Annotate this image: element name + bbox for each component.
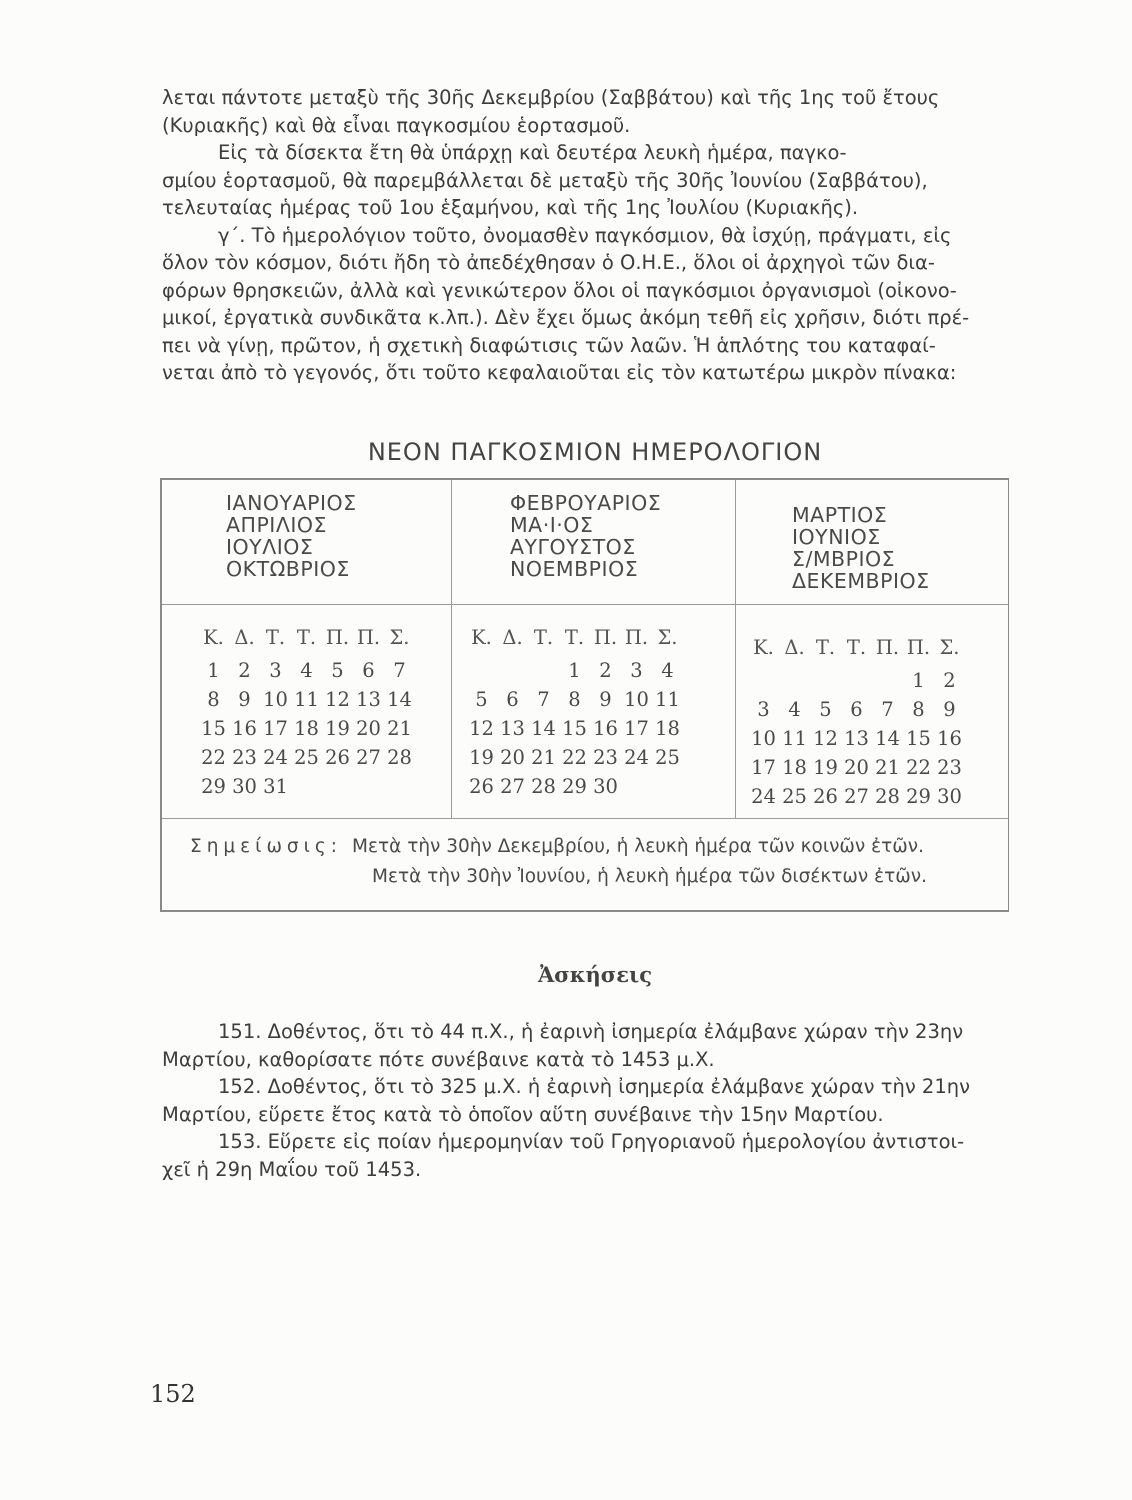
day-cell: 19 [325,717,350,740]
weekday-header: Κ. [203,626,224,649]
calendar-column-1 [162,480,449,818]
day-cell: 26 [813,785,838,808]
weekday-header: Κ. [753,636,774,659]
week-row [198,714,415,743]
month-name: ΙΟΥΝΙΟΣ [792,525,881,549]
day-cell: 13 [844,727,869,750]
intro-line: νεται ἀπὸ τὸ γεγονός, ὅτι τοῦτο κεφαλαιοῦται εἰς τὸν κατωτέρω μικρὸν πίνακα: [162,361,957,384]
day-cell: 19 [469,746,494,769]
calendar-note [190,832,1000,892]
exercises-list [162,1018,1014,1183]
month-name: ΙΟΥΛΙΟΣ [226,535,314,559]
week-row [198,772,415,801]
day-cell: 11 [655,688,680,711]
day-cell: 3 [269,659,282,682]
day-cell: 3 [630,659,643,682]
weekday-header: Τ. [846,636,867,659]
day-cell: 16 [232,717,257,740]
day-cell: 18 [655,717,680,740]
day-cell: 24 [263,746,288,769]
weekday-header: Σ. [657,626,678,649]
day-cell: 19 [813,756,838,779]
week-row [748,724,965,753]
day-grid [198,620,415,801]
weekday-header: Τ. [815,636,836,659]
week-row [466,743,683,772]
day-cell: 20 [500,746,525,769]
intro-line: μικοί, ἐργατικὰ συνδικᾶτα κ.λπ.). Δὲν ἔχει ὅμως ἀκόμη τεθῆ εἰς χρῆσιν, διότι πρέ- [162,306,970,329]
exercise-line: Μαρτίου, εὕρετε ἔτος κατὰ τὸ ὁποῖον αὕτη συνέβαινε τὴν 15ην Μαρτίου. [162,1102,884,1126]
month-name: ΜΑ·Ι·ΟΣ [510,513,594,537]
weekday-header: Π. [906,636,931,659]
weekday-header: Δ. [234,626,255,649]
week-row [748,666,965,695]
week-row [198,656,415,685]
calendar-column-2 [451,480,734,818]
weekday-header-row [748,630,965,666]
day-cell: 2 [943,669,956,692]
day-cell [353,772,384,801]
day-cell [748,666,779,695]
day-cell [322,772,353,801]
day-cell: 15 [906,727,931,750]
weekday-header: Π. [356,626,381,649]
weekday-header: Σ. [389,626,410,649]
day-cell: 12 [813,727,838,750]
day-cell [497,656,528,685]
weekday-header: Κ. [471,626,492,649]
day-cell: 30 [593,775,618,798]
day-cell [872,666,903,695]
day-cell [841,666,872,695]
exercises-heading: Ἀσκήσεις [538,962,652,987]
month-name: ΑΥΓΟΥΣΤΟΣ [510,535,636,559]
day-cell: 11 [782,727,807,750]
day-cell: 8 [207,688,220,711]
day-cell: 8 [568,688,581,711]
weekday-header: Τ. [265,626,286,649]
week-row [748,753,965,782]
day-cell: 24 [624,746,649,769]
day-grid [466,620,683,801]
month-name: Σ/ΜΒΡΙΟΣ [792,547,896,571]
weekday-header: Τ. [296,626,317,649]
day-cell: 11 [294,688,319,711]
intro-line: (Κυριακῆς) καὶ θὰ εἶναι παγκοσμίου ἑορτασμοῦ. [162,113,631,137]
day-cell: 29 [201,775,226,798]
intro-line: τελευταίας ἡμέρας τοῦ 1ου ἑξαμήνου, καὶ τῆς 1ης Ἰουλίου (Κυριακῆς). [162,196,859,219]
day-cell: 12 [469,717,494,740]
intro-line: πει νὰ γίνῃ, πρῶτον, ἡ σχετικὴ διαφώτισις τῶν λαῶν. Ἡ ἁπλότης του καταφαί- [162,333,936,357]
day-cell: 24 [751,785,776,808]
day-cell: 30 [232,775,257,798]
day-cell: 28 [387,746,412,769]
weekday-header: Π. [593,626,618,649]
day-cell: 26 [469,775,494,798]
intro-line: Εἰς τὰ δίσεκτα ἔτη θὰ ὑπάρχῃ καὶ δευτέρα λευκὴ ἡμέρα, παγκο- [218,141,847,164]
day-cell: 8 [912,698,925,721]
day-cell: 6 [506,688,519,711]
day-cell [810,666,841,695]
week-row [748,782,965,811]
intro-line: γ΄. Τὸ ἡμερολόγιον τοῦτο, ὀνομασθὲν παγκόσμιον, θὰ ἰσχύῃ, πράγματι, εἰς [218,223,952,247]
day-cell: 18 [294,717,319,740]
day-cell: 28 [531,775,556,798]
day-cell: 14 [531,717,556,740]
exercise-line: χεῖ ἡ 29η Μαΐου τοῦ 1453. [162,1157,422,1181]
day-cell [384,772,415,801]
day-cell: 17 [751,756,776,779]
day-cell: 21 [875,756,900,779]
week-row [466,685,683,714]
day-cell: 17 [263,717,288,740]
weekday-header: Δ. [502,626,523,649]
weekday-header: Π. [325,626,350,649]
day-cell: 10 [263,688,288,711]
calendar-table [160,478,1009,912]
week-row [466,656,683,685]
day-cell: 25 [655,746,680,769]
day-cell [652,772,683,801]
day-cell: 5 [331,659,344,682]
month-name: ΔΕΚΕΜΒΡΙΟΣ [792,569,930,593]
week-row [198,743,415,772]
calendar-title: ΝΕΟΝ ΠΑΓΚΟΣΜΙΟΝ ΗΜΕΡΟΛΟΓΙΟΝ [367,438,823,466]
exercise-line: 152. Δοθέντος, ὅτι τὸ 325 μ.Χ. ἡ ἐαρινὴ ἰσημερία ἐλάμβανε χώραν τὴν 21ην [218,1075,970,1098]
day-cell: 22 [201,746,226,769]
month-name: ΜΑΡΤΙΟΣ [792,503,888,527]
weekday-header: Π. [624,626,649,649]
day-cell: 4 [661,659,674,682]
weekday-header: Τ. [564,626,585,649]
day-cell: 14 [875,727,900,750]
weekday-header: Π. [875,636,900,659]
day-cell: 22 [906,756,931,779]
weekday-header: Τ. [533,626,554,649]
note-line-2: Μετὰ τὴν 30ὴν Ἰουνίου, ἡ λευκὴ ἡμέρα τῶν δισέκτων ἐτῶν. [372,866,927,887]
day-cell: 27 [356,746,381,769]
day-cell: 20 [844,756,869,779]
day-cell: 9 [943,698,956,721]
page-number: 152 [150,1380,196,1408]
day-cell: 7 [537,688,550,711]
day-cell: 1 [912,669,925,692]
day-cell: 5 [475,688,488,711]
day-cell: 7 [393,659,406,682]
day-cell: 30 [937,785,962,808]
exercise-line: Μαρτίου, καθορίσατε πότε συνέβαινε κατὰ τὸ 1453 μ.Χ. [162,1047,715,1071]
day-cell [291,772,322,801]
day-cell: 25 [294,746,319,769]
day-cell [621,772,652,801]
day-cell: 26 [325,746,350,769]
day-cell: 16 [937,727,962,750]
month-name: ΑΠΡΙΛΙΟΣ [226,513,328,537]
day-cell: 9 [238,688,251,711]
day-cell: 10 [751,727,776,750]
week-row [198,685,415,714]
intro-line: ὅλον τὸν κόσμον, διότι ἤδη τὸ ἀπεδέχθησαν ὁ Ο.Η.Ε., ὅλοι οἱ ἀρχηγοὶ τῶν δια- [162,251,935,274]
weekday-header: Δ. [784,636,805,659]
weekday-header-row [466,620,683,656]
day-cell: 4 [300,659,313,682]
day-cell: 29 [562,775,587,798]
day-cell: 20 [356,717,381,740]
day-cell: 13 [356,688,381,711]
day-cell: 29 [906,785,931,808]
week-row [466,714,683,743]
day-cell: 31 [263,775,288,798]
day-cell: 1 [568,659,581,682]
day-cell: 21 [387,717,412,740]
day-cell: 6 [850,698,863,721]
day-cell: 4 [788,698,801,721]
day-cell [779,666,810,695]
day-cell: 22 [562,746,587,769]
day-cell: 18 [782,756,807,779]
intro-line: σμίου ἑορτασμοῦ, θὰ παρεμβάλλεται δὲ μεταξὺ τῆς 30ῆς Ἰουνίου (Σαββάτου), [162,168,928,192]
month-name: ΦΕΒΡΟΥΑΡΙΟΣ [510,491,662,515]
day-cell: 7 [881,698,894,721]
day-cell: 16 [593,717,618,740]
day-cell: 1 [207,659,220,682]
day-cell [466,656,497,685]
intro-line: φόρων θρησκειῶν, ἀλλὰ καὶ γενικώτερον ὅλοι οἱ παγκόσμιοι ὀργανισμοὶ (οἰκονο- [162,278,957,302]
day-cell: 12 [325,688,350,711]
weekday-header: Σ. [939,636,960,659]
day-cell: 21 [531,746,556,769]
day-cell: 27 [500,775,525,798]
month-name: ΟΚΤΩΒΡΙΟΣ [226,557,350,581]
note-line-1: Μετὰ τὴν 30ὴν Δεκεμβρίου, ἡ λευκὴ ἡμέρα τῶν κοινῶν ἐτῶν. [352,836,924,857]
calendar-column-3 [735,480,1009,818]
day-cell [528,656,559,685]
exercise-line: 153. Εὕρετε εἰς ποίαν ἡμερομηνίαν τοῦ Γρηγοριανοῦ ἡμερολογίου ἀντιστοι- [218,1130,965,1153]
day-cell: 17 [624,717,649,740]
day-cell: 28 [875,785,900,808]
day-cell: 10 [624,688,649,711]
day-grid [748,630,965,811]
day-cell: 23 [937,756,962,779]
intro-paragraph [162,84,1014,387]
day-cell: 2 [599,659,612,682]
exercise-line: 151. Δοθέντος, ὅτι τὸ 44 π.Χ., ἡ ἐαρινὴ ἰσημερία ἐλάμβανε χώραν τὴν 23ην [218,1020,964,1043]
day-cell: 5 [819,698,832,721]
day-cell: 23 [232,746,257,769]
day-cell: 15 [562,717,587,740]
day-cell: 14 [387,688,412,711]
day-cell: 15 [201,717,226,740]
weekday-header-row [198,620,415,656]
day-cell: 2 [238,659,251,682]
day-cell: 23 [593,746,618,769]
week-row [466,772,683,801]
day-cell: 9 [599,688,612,711]
day-cell: 25 [782,785,807,808]
note-label: Σημείωσις: [190,836,343,857]
day-cell: 27 [844,785,869,808]
header-divider [162,604,1008,605]
note-divider [162,818,1008,819]
week-row [748,695,965,724]
month-name: ΙΑΝΟΥΑΡΙΟΣ [226,491,357,515]
month-name: ΝΟΕΜΒΡΙΟΣ [510,557,639,581]
day-cell: 6 [362,659,375,682]
month-group [736,504,1065,614]
intro-line: λεται πάντοτε μεταξὺ τῆς 30ῆς Δεκεμβρίου (Σαββάτου) καὶ τῆς 1ης τοῦ ἔτους [162,86,940,109]
day-cell: 13 [500,717,525,740]
day-cell: 3 [757,698,770,721]
